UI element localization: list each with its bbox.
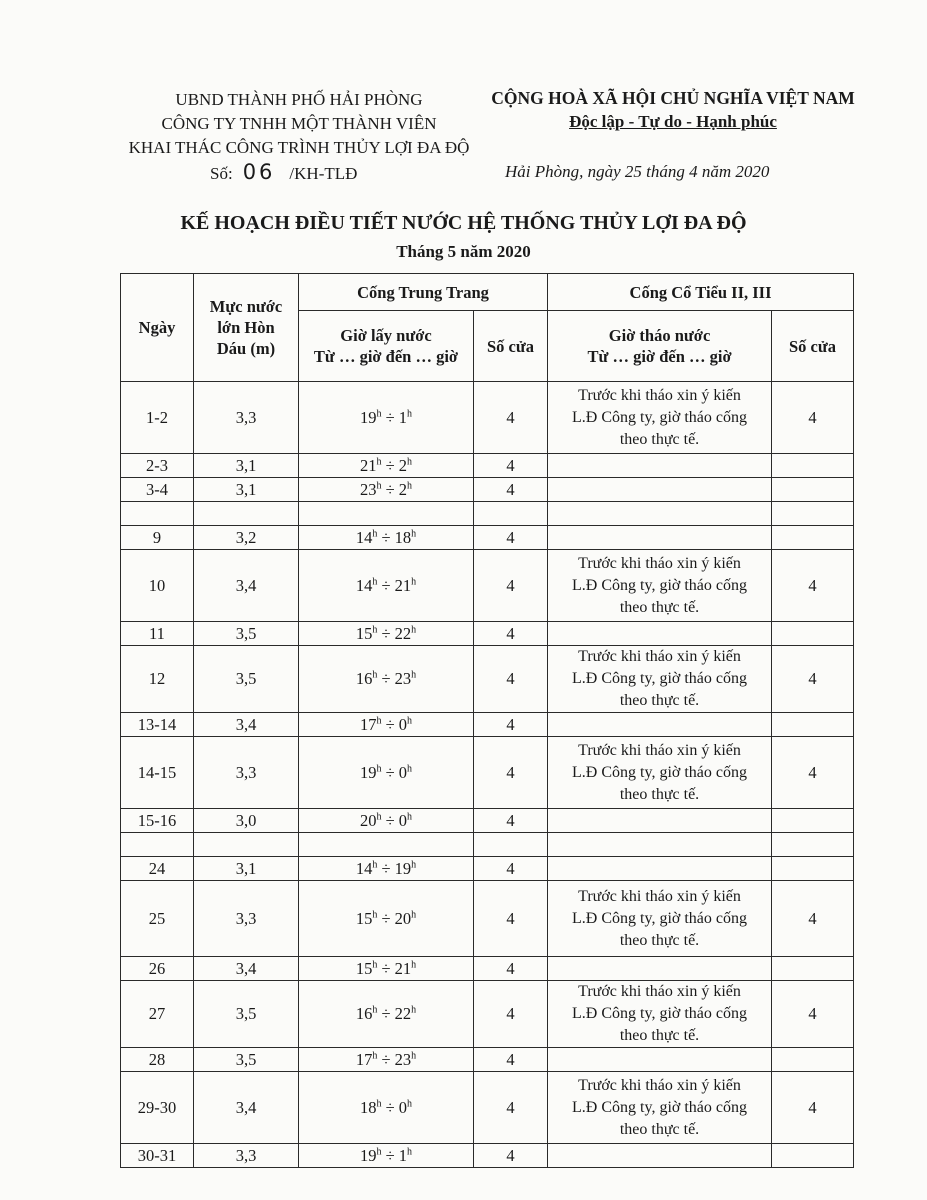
intake-hours-cell: $15^h \div 22^h$ (299, 622, 474, 646)
note-line: Trước khi tháo xin ý kiến (578, 554, 741, 572)
release-note-cell (548, 526, 772, 550)
day-cell: 3-4 (121, 478, 194, 502)
level-cell: 3,4 (194, 550, 299, 622)
release-note-cell (548, 857, 772, 881)
header-level-line: Mực nước (209, 297, 283, 316)
table-row (121, 1048, 854, 1072)
hour-from: 14 (355, 527, 373, 547)
hour-from: 16 (355, 1004, 373, 1023)
doors-cell: 4 (474, 478, 548, 502)
note-line: theo thực tế. (619, 692, 700, 709)
header-water-level (194, 274, 299, 382)
hour-to: 2 (398, 479, 408, 499)
level-cell: 3,1 (194, 857, 299, 881)
day-cell: 29-30 (121, 1072, 194, 1144)
note-line: L.Đ Công ty, giờ tháo cống (572, 1098, 747, 1116)
intake-hours-cell: $14^h \div 21^h$ (299, 550, 474, 622)
doors-cell: 4 (474, 881, 548, 957)
table-row (121, 1072, 854, 1144)
table-row (121, 737, 854, 809)
release-doors-cell (772, 713, 854, 737)
hour-to: 21 (394, 958, 412, 978)
header-day: Ngày (121, 274, 194, 382)
release-doors-cell (772, 809, 854, 833)
hour-to: 21 (394, 575, 412, 595)
blank-cell (474, 502, 548, 526)
table-row (121, 981, 854, 1048)
hour-to: 0 (398, 810, 408, 830)
note-line: theo thực tế. (619, 785, 700, 803)
level-cell: 3,3 (194, 382, 299, 454)
intake-hours-cell: $15^h \div 21^h$ (299, 957, 474, 981)
table-row (121, 478, 854, 502)
national-motto-block (478, 86, 868, 134)
level-cell: 3,1 (194, 478, 299, 502)
day-cell: 28 (121, 1048, 194, 1072)
level-cell: 3,5 (194, 1048, 299, 1072)
release-doors-cell (772, 957, 854, 981)
hour-from: 17 (359, 714, 377, 734)
blank-cell (299, 833, 474, 857)
table-row (121, 382, 854, 454)
doors-cell: 4 (474, 1144, 548, 1168)
table-row (121, 526, 854, 550)
note-line: theo thực tế. (619, 430, 700, 448)
release-note-cell (548, 1072, 772, 1144)
release-doors-cell (772, 1048, 854, 1072)
organization-block (120, 88, 478, 160)
doors-cell: 4 (474, 550, 548, 622)
level-cell: 3,4 (194, 957, 299, 981)
blank-row (121, 502, 854, 526)
hour-from: 15 (355, 908, 373, 928)
header-intake-line: Từ … giờ đến … giờ (313, 347, 459, 366)
note-line: Trước khi tháo xin ý kiến (578, 887, 741, 905)
level-cell: 3,3 (194, 881, 299, 957)
release-note-cell (548, 646, 772, 713)
release-doors-cell (772, 478, 854, 502)
intake-hours-cell: $21^h \div 2^h$ (299, 454, 474, 478)
hour-from: 19 (359, 1145, 377, 1165)
release-doors-cell: 4 (772, 550, 854, 622)
release-note-cell (548, 981, 772, 1048)
day-cell: 1-2 (121, 382, 194, 454)
day-cell: 24 (121, 857, 194, 881)
day-cell: 26 (121, 957, 194, 981)
hour-to: 23 (394, 1049, 412, 1069)
release-note-cell (548, 713, 772, 737)
hour-from: 17 (355, 1049, 373, 1069)
release-doors-cell: 4 (772, 1072, 854, 1144)
hour-from: 20 (359, 810, 377, 830)
release-note-cell (548, 622, 772, 646)
note-line: Trước khi tháo xin ý kiến (578, 983, 741, 1000)
intake-hours-cell: $16^h \div 23^h$ (299, 646, 474, 713)
day-cell: 30-31 (121, 1144, 194, 1168)
header-co-tieu: Cống Cổ Tiểu II, III (548, 274, 854, 311)
table-row (121, 622, 854, 646)
org-line-3: KHAI THÁC CÔNG TRÌNH THỦY LỢI ĐA ĐỘ (128, 138, 470, 157)
intake-hours-cell: $14^h \div 18^h$ (299, 526, 474, 550)
doors-cell: 4 (474, 857, 548, 881)
doors-cell: 4 (474, 646, 548, 713)
hour-to: 0 (398, 1097, 408, 1117)
header-level-line: lớn Hòn (217, 318, 275, 337)
header-release-line: Từ … giờ đến … giờ (587, 347, 732, 366)
blank-cell (772, 833, 854, 857)
table-row (121, 713, 854, 737)
intake-hours-cell: $16^h \div 22^h$ (299, 981, 474, 1048)
schedule-rows (121, 382, 854, 1168)
note-line: theo thực tế. (619, 931, 700, 949)
release-note-cell (548, 478, 772, 502)
intake-hours-cell: $20^h \div 0^h$ (299, 809, 474, 833)
intake-hours-cell: $18^h \div 0^h$ (299, 1072, 474, 1144)
release-doors-cell: 4 (772, 881, 854, 957)
level-cell: 3,5 (194, 622, 299, 646)
header-release-hours (548, 311, 772, 382)
release-doors-cell (772, 622, 854, 646)
hour-to: 1 (398, 407, 408, 427)
note-line: L.Đ Công ty, giờ tháo cống (572, 670, 747, 687)
hour-to: 2 (398, 455, 408, 475)
level-cell: 3,2 (194, 526, 299, 550)
doors-cell: 4 (474, 1048, 548, 1072)
doors-cell: 4 (474, 981, 548, 1048)
release-doors-cell (772, 454, 854, 478)
note-line: L.Đ Công ty, giờ tháo cống (572, 408, 747, 426)
table-row (121, 1144, 854, 1168)
doors-cell: 4 (474, 737, 548, 809)
note-line: theo thực tế. (619, 1027, 700, 1044)
level-cell: 3,3 (194, 737, 299, 809)
doors-cell: 4 (474, 713, 548, 737)
doc-number-value: 06 (242, 160, 276, 184)
intake-hours-cell: $17^h \div 23^h$ (299, 1048, 474, 1072)
level-cell: 3,0 (194, 809, 299, 833)
hour-to: 22 (394, 623, 412, 643)
intake-hours-cell: $15^h \div 20^h$ (299, 881, 474, 957)
release-note-cell (548, 550, 772, 622)
doors-cell: 4 (474, 454, 548, 478)
day-cell: 12 (121, 646, 194, 713)
note-line: Trước khi tháo xin ý kiến (578, 741, 741, 759)
level-cell: 3,5 (194, 646, 299, 713)
level-cell: 3,5 (194, 981, 299, 1048)
release-doors-cell: 4 (772, 382, 854, 454)
org-line-1: UBND THÀNH PHỐ HẢI PHÒNG (175, 90, 423, 109)
day-cell: 9 (121, 526, 194, 550)
release-doors-cell (772, 526, 854, 550)
nation-name: CỘNG HOÀ XÃ HỘI CHỦ NGHĨA VIỆT NAM (491, 88, 855, 108)
note-line: L.Đ Công ty, giờ tháo cống (572, 763, 747, 781)
doors-cell: 4 (474, 1072, 548, 1144)
table-row (121, 881, 854, 957)
document-title: KẾ HOẠCH ĐIỀU TIẾT NƯỚC HỆ THỐNG THỦY LỢI ĐA ĐỘ (180, 212, 747, 234)
header-doors-2: Số cửa (772, 311, 854, 382)
note-line: theo thực tế. (619, 1120, 700, 1138)
hour-from: 23 (359, 479, 377, 499)
hour-from: 15 (355, 623, 373, 643)
table-row (121, 809, 854, 833)
note-line: L.Đ Công ty, giờ tháo cống (572, 1005, 747, 1022)
note-line: Trước khi tháo xin ý kiến (578, 1076, 741, 1094)
release-note-cell (548, 957, 772, 981)
release-doors-cell (772, 1144, 854, 1168)
intake-hours-cell: $14^h \div 19^h$ (299, 857, 474, 881)
hour-from: 19 (359, 762, 377, 782)
day-cell: 13-14 (121, 713, 194, 737)
hour-from: 15 (355, 958, 373, 978)
doors-cell: 4 (474, 957, 548, 981)
document-number (210, 160, 357, 184)
release-doors-cell: 4 (772, 646, 854, 713)
note-line: L.Đ Công ty, giờ tháo cống (572, 576, 747, 594)
level-cell: 3,4 (194, 713, 299, 737)
table-row (121, 550, 854, 622)
level-cell: 3,4 (194, 1072, 299, 1144)
blank-cell (194, 502, 299, 526)
level-cell: 3,3 (194, 1144, 299, 1168)
doors-cell: 4 (474, 622, 548, 646)
header-doors-1: Số cửa (474, 311, 548, 382)
day-cell: 15-16 (121, 809, 194, 833)
table-row (121, 857, 854, 881)
nation-motto: Độc lập - Tự do - Hạnh phúc (569, 112, 777, 131)
hour-from: 14 (355, 858, 373, 878)
date-line: Hải Phòng, ngày 25 tháng 4 năm 2020 (505, 162, 770, 181)
day-cell: 2-3 (121, 454, 194, 478)
release-note-cell (548, 1048, 772, 1072)
day-cell: 27 (121, 981, 194, 1048)
org-line-2: CÔNG TY TNHH MỘT THÀNH VIÊN (161, 114, 437, 133)
header-level-line: Dáu (m) (216, 339, 276, 358)
intake-hours-cell: $19^h \div 0^h$ (299, 737, 474, 809)
header-intake-line: Giờ lấy nước (340, 326, 432, 345)
note-line: Trước khi tháo xin ý kiến (578, 386, 741, 404)
note-line: theo thực tế. (619, 598, 700, 616)
intake-hours-cell: $19^h \div 1^h$ (299, 382, 474, 454)
release-doors-cell: 4 (772, 981, 854, 1048)
hour-from: 14 (355, 575, 373, 595)
release-doors-cell (772, 857, 854, 881)
hour-to: 20 (394, 908, 412, 928)
blank-cell (772, 502, 854, 526)
day-cell: 10 (121, 550, 194, 622)
note-line: L.Đ Công ty, giờ tháo cống (572, 909, 747, 927)
blank-cell (548, 833, 772, 857)
intake-hours-cell: $23^h \div 2^h$ (299, 478, 474, 502)
intake-hours-cell: $17^h \div 0^h$ (299, 713, 474, 737)
release-note-cell (548, 881, 772, 957)
hour-to: 18 (394, 527, 412, 547)
release-note-cell (548, 382, 772, 454)
intake-hours-cell: $19^h \div 1^h$ (299, 1144, 474, 1168)
level-cell: 3,1 (194, 454, 299, 478)
hour-to: 0 (398, 762, 408, 782)
day-cell: 25 (121, 881, 194, 957)
hour-from: 18 (359, 1097, 377, 1117)
doors-cell: 4 (474, 526, 548, 550)
table-row (121, 454, 854, 478)
hour-from: 16 (355, 669, 373, 688)
header-intake-hours (299, 311, 474, 382)
blank-cell (548, 502, 772, 526)
release-note-cell (548, 1144, 772, 1168)
blank-cell (121, 502, 194, 526)
table-row (121, 957, 854, 981)
blank-cell (194, 833, 299, 857)
doc-number-label: Số: (210, 164, 233, 183)
doors-cell: 4 (474, 809, 548, 833)
hour-from: 19 (359, 407, 377, 427)
hour-to: 19 (394, 858, 412, 878)
schedule-table (120, 273, 854, 1168)
header-trung-trang: Cống Trung Trang (299, 274, 548, 311)
document-subtitle: Tháng 5 năm 2020 (396, 242, 531, 261)
blank-cell (121, 833, 194, 857)
doc-number-suffix: /KH-TLĐ (289, 164, 358, 183)
release-doors-cell: 4 (772, 737, 854, 809)
doors-cell: 4 (474, 382, 548, 454)
release-note-cell (548, 737, 772, 809)
day-cell: 11 (121, 622, 194, 646)
hour-to: 1 (398, 1145, 408, 1165)
table-row (121, 646, 854, 713)
blank-cell (299, 502, 474, 526)
header-release-line: Giờ tháo nước (608, 326, 711, 345)
release-note-cell (548, 454, 772, 478)
release-note-cell (548, 809, 772, 833)
hour-to: 23 (394, 669, 412, 688)
hour-to: 22 (394, 1004, 412, 1023)
hour-to: 0 (398, 714, 408, 734)
day-cell: 14-15 (121, 737, 194, 809)
blank-row (121, 833, 854, 857)
hour-from: 21 (359, 455, 377, 475)
blank-cell (474, 833, 548, 857)
note-line: Trước khi tháo xin ý kiến (578, 648, 741, 665)
